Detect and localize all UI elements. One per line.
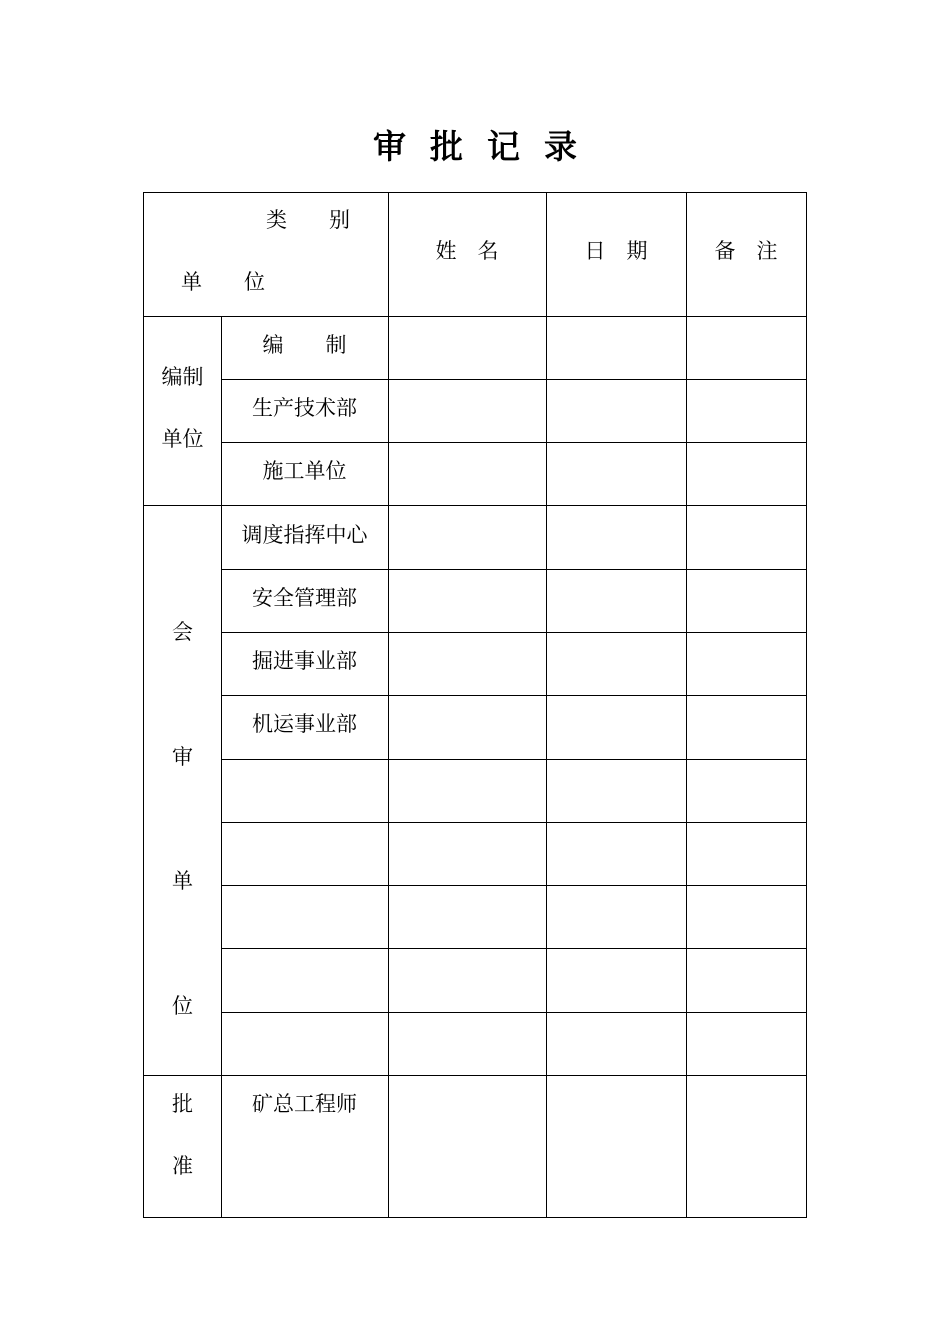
review-unit-label: 审 [172,745,193,769]
approve-label: 批 [172,1092,193,1116]
compile-unit-label: 单位 [161,427,204,451]
row-divider [221,632,806,633]
column-divider [546,193,547,1217]
title-char: 记 [487,127,520,167]
header-remark: 备 注 [714,239,778,263]
review-unit-label: 位 [172,994,193,1018]
row-divider [221,1012,806,1013]
review-row-label: 调度指挥中心 [241,523,368,547]
row-divider [144,1075,806,1076]
column-divider [221,316,222,1217]
row-divider [221,759,806,760]
review-unit-label: 单 [172,869,193,893]
header-date: 日 期 [584,239,648,263]
approval-record-table [143,192,807,1218]
compile-row-label: 生产技术部 [252,396,357,420]
row-divider [221,885,806,886]
row-divider [221,948,806,949]
header-name: 姓 名 [435,239,499,263]
row-divider [144,505,806,506]
row-divider [221,822,806,823]
review-row-label: 机运事业部 [252,712,357,736]
compile-row-label: 施工单位 [262,459,347,483]
header-category-label: 类 别 [266,208,350,232]
header-unit-label: 单 位 [181,270,265,294]
column-divider [686,193,687,1217]
column-divider [388,193,389,1217]
review-unit-label: 会 [172,620,193,644]
row-divider [221,442,806,443]
compile-row-label: 编 制 [262,333,347,357]
row-divider [144,316,806,317]
row-divider [221,569,806,570]
approve-role: 矿总工程师 [252,1092,357,1116]
row-divider [221,379,806,380]
review-row-label: 安全管理部 [252,586,357,610]
compile-unit-label: 编制 [161,365,204,389]
row-divider [221,695,806,696]
title-char: 审 [373,127,406,167]
title-char: 录 [544,127,577,167]
approve-label: 准 [172,1154,193,1178]
page-title [0,122,950,172]
title-char: 批 [430,127,463,167]
review-row-label: 掘进事业部 [252,649,357,673]
